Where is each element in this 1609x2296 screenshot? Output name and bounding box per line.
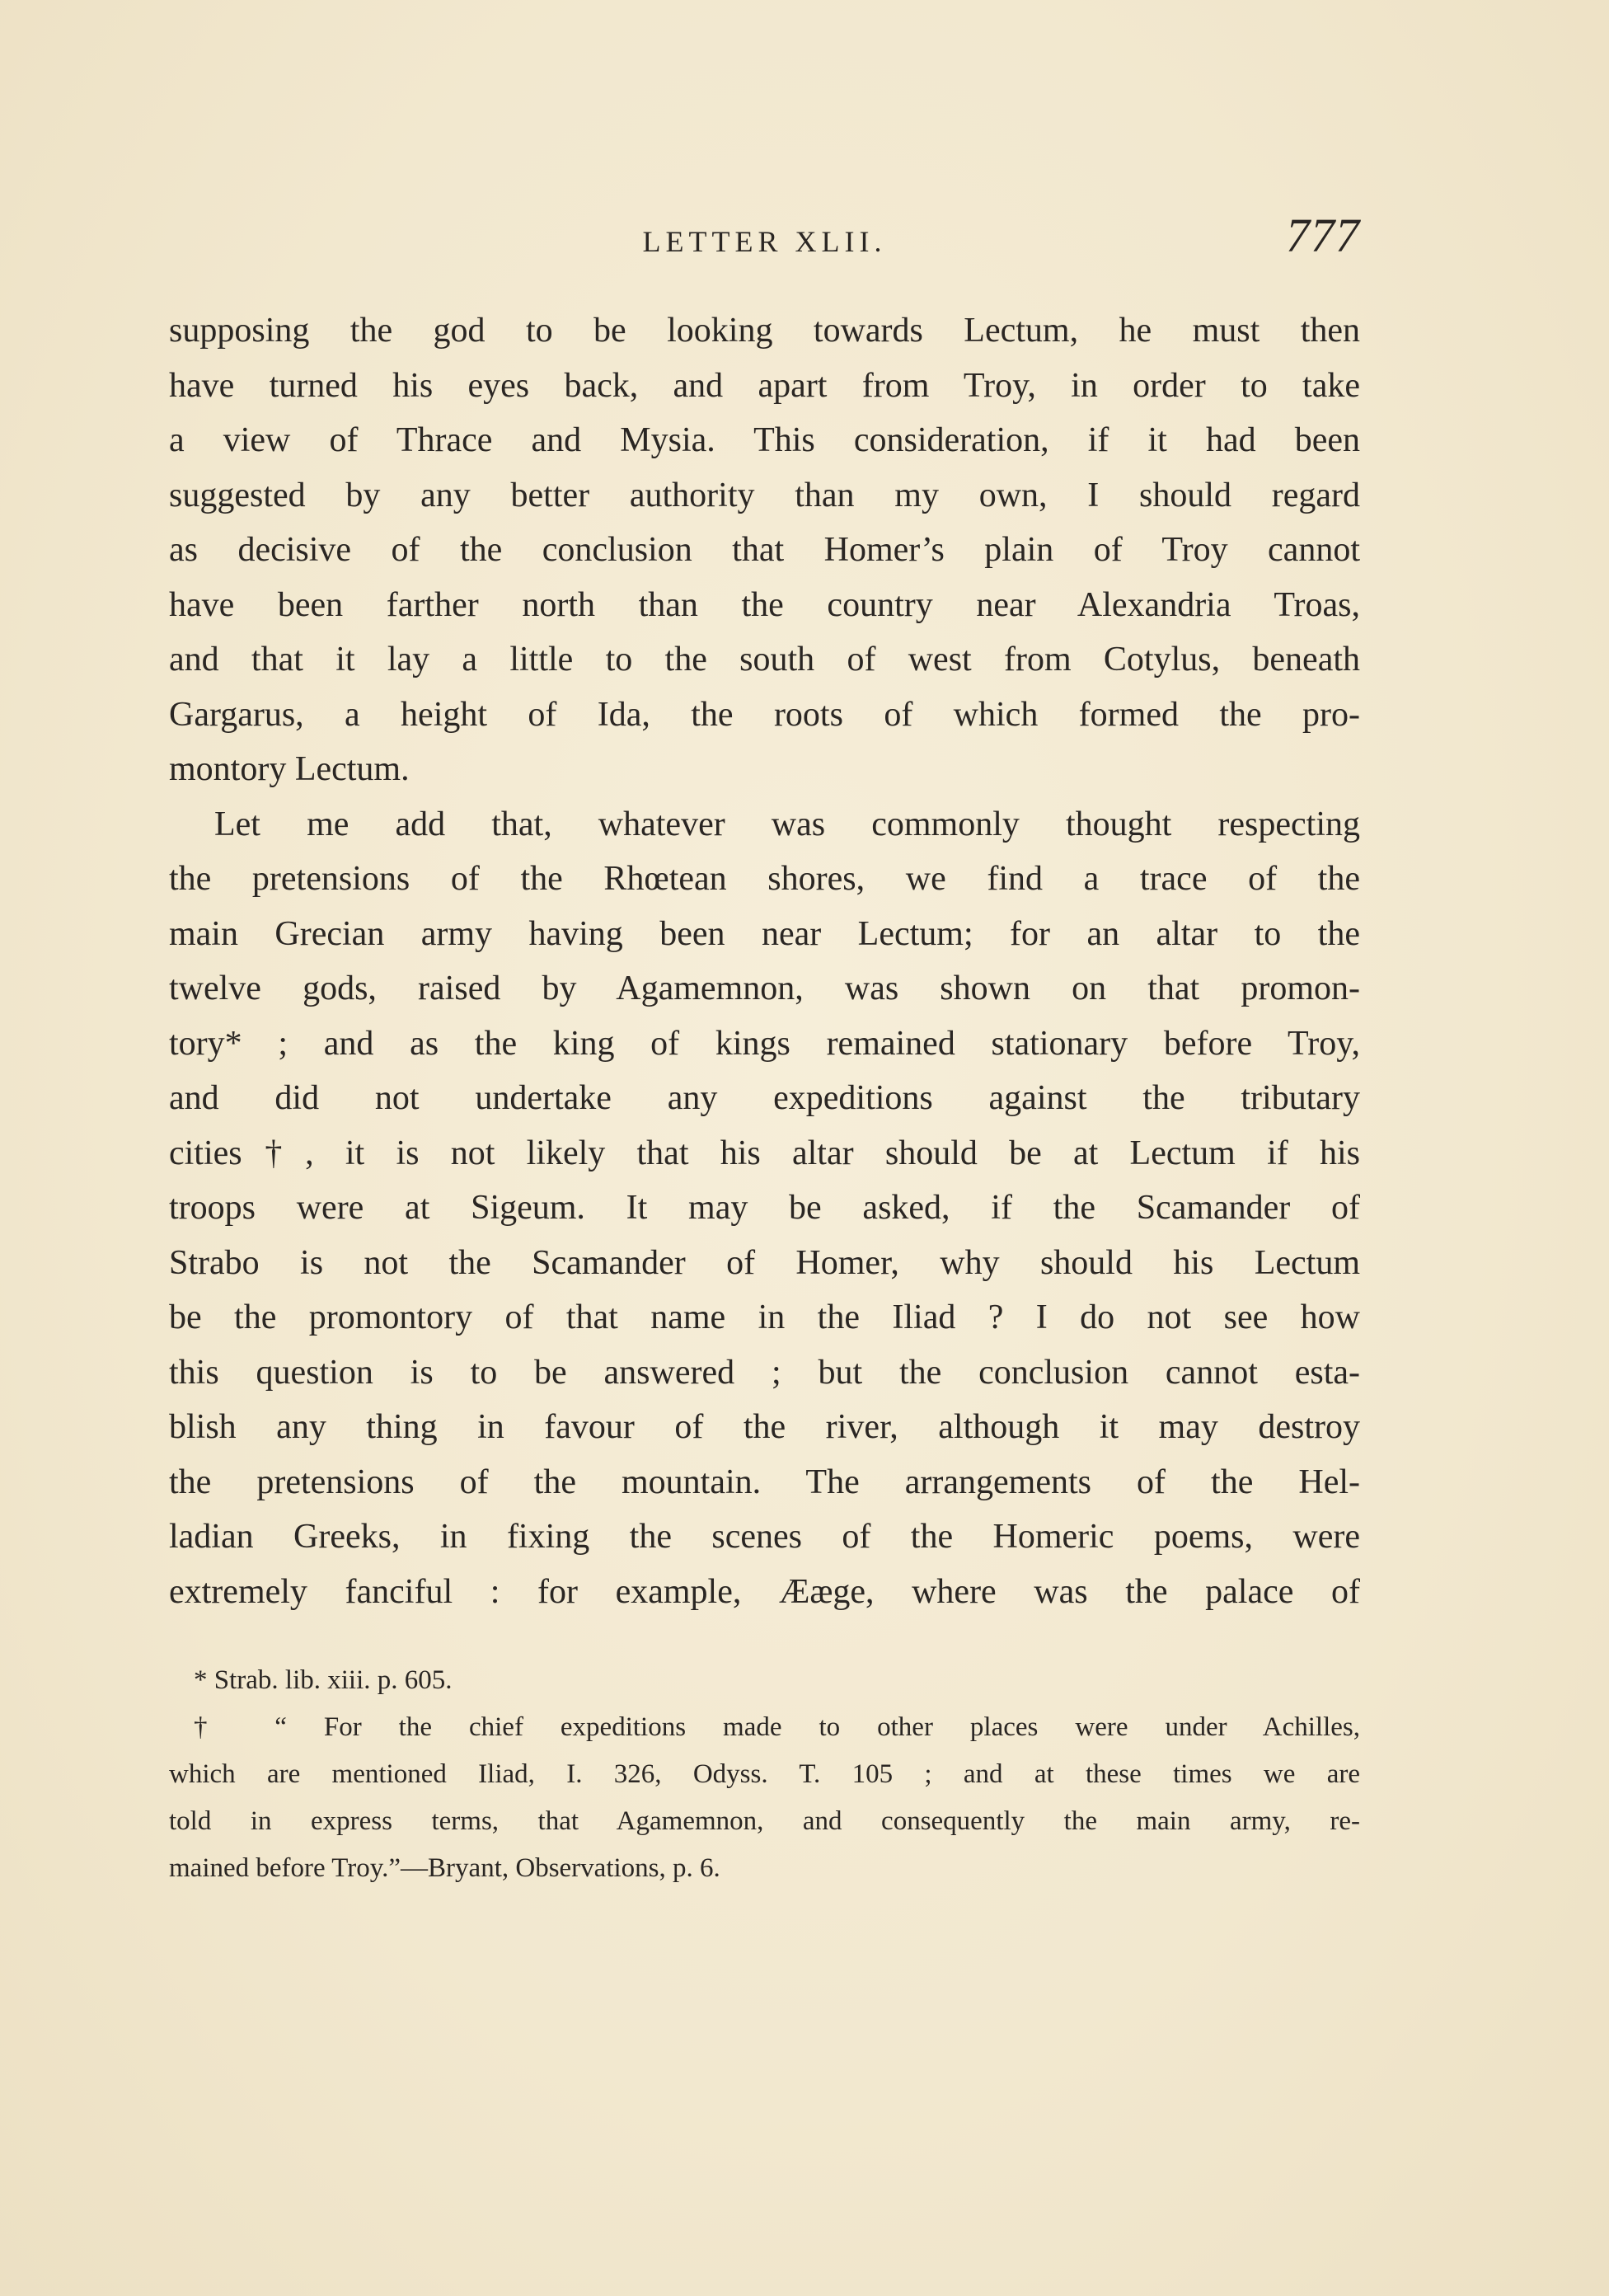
footnotes: [169, 1657, 1360, 1892]
body-line: twelve gods, raised by Agamemnon, was shown on that promon-: [169, 970, 1360, 1007]
body-line: have turned his eyes back, and apart from Troy, in order to take: [169, 366, 1360, 405]
body-line: supposing the god to be looking towards Lectum, he must then: [169, 312, 1360, 350]
body-line: extremely fanciful : for example, Ææge, where was the palace of: [169, 1572, 1360, 1611]
body-line: a view of Thrace and Mysia. This consideration, if it had been: [169, 421, 1360, 459]
body-line: montory Lectum.: [169, 750, 410, 788]
body-text: [169, 303, 1360, 1619]
running-head: LETTER XLII.: [642, 225, 887, 258]
body-line: main Grecian army having been near Lectum; for an altar to the: [169, 914, 1360, 953]
body-line: Gargarus, a height of Ida, the roots of which formed the pro-: [169, 695, 1360, 734]
footnote-line: told in express terms, that Agamemnon, and consequently the main army, re-: [169, 1806, 1360, 1836]
body-line: tory* ; and as the king of kings remained stationary before Troy,: [169, 1024, 1360, 1063]
body-line: as decisive of the conclusion that Homer’s plain of Troy cannot: [169, 531, 1360, 569]
body-line: blish any thing in favour of the river, although it may destroy: [169, 1408, 1360, 1446]
body-line: Strabo is not the Scamander of Homer, why should his Lectum: [169, 1243, 1360, 1282]
body-line: the pretensions of the mountain. The arrangements of the Hel-: [169, 1463, 1360, 1501]
body-line: and that it lay a little to the south of west from Cotylus, beneath: [169, 641, 1360, 678]
body-line: suggested by any better authority than my own, I should regard: [169, 476, 1360, 514]
body-line: cities†, it is not likely that his altar should be at Lectum if his: [169, 1134, 1360, 1172]
page-number: 777: [1286, 209, 1360, 262]
body-line: ladian Greeks, in fixing the scenes of the Homeric poems, were: [169, 1518, 1360, 1556]
body-line: the pretensions of the Rhœtean shores, we find a trace of the: [169, 860, 1360, 898]
body-line: Let me add that, whatever was commonly thought respecting: [214, 805, 1360, 843]
body-line: be the promontory of that name in the Iliad ? I do not see how: [169, 1298, 1360, 1336]
footnote-line: which are mentioned Iliad, I. 326, Odyss. T. 105 ; and at these times we are: [169, 1759, 1360, 1789]
page-header: [169, 206, 1360, 272]
body-line: troops were at Sigeum. It may be asked, if the Scamander of: [169, 1189, 1360, 1227]
body-line: and did not undertake any expeditions against the tributary: [169, 1079, 1360, 1117]
footnote-line: mained before Troy.”—Bryant, Observations, p. 6.: [169, 1853, 720, 1883]
body-line: this question is to be answered ; but the conclusion cannot esta-: [169, 1353, 1360, 1392]
footnote-line: * Strab. lib. xiii. p. 605.: [194, 1665, 453, 1695]
footnote-line: † “ For the chief expeditions made to other places were under Achilles,: [194, 1712, 1360, 1742]
body-line: have been farther north than the country near Alexandria Troas,: [169, 585, 1360, 624]
